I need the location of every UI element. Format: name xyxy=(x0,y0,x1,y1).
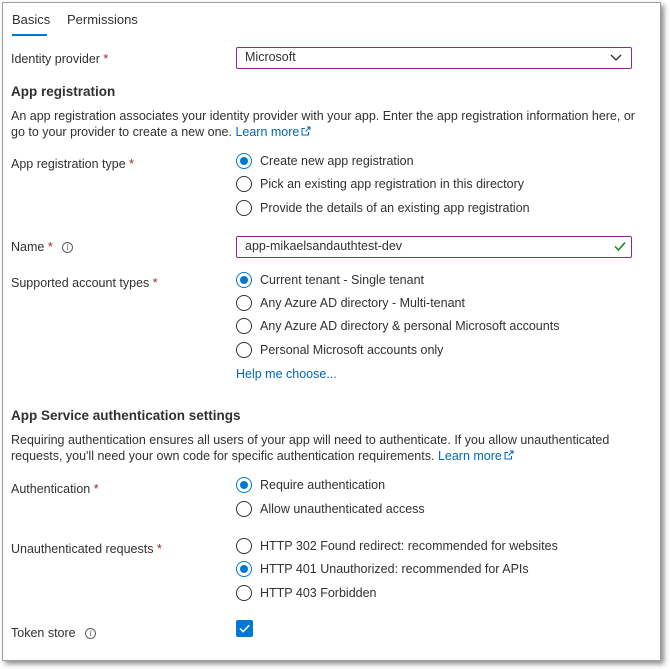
required-marker: * xyxy=(47,240,53,254)
tab-basics[interactable]: Basics xyxy=(12,12,51,27)
supported-account-types-label xyxy=(11,275,158,291)
radio-label: HTTP 401 Unauthorized: recommended for APIs xyxy=(260,562,529,576)
radio-label: HTTP 403 Forbidden xyxy=(260,586,377,600)
radio-button xyxy=(236,295,252,311)
supported-account-types-label-text: Supported account types xyxy=(11,276,150,290)
checkmark-icon xyxy=(613,239,627,258)
unauthenticated-requests-label-text: Unauthenticated requests xyxy=(11,542,154,556)
app-registration-type-label xyxy=(11,156,134,172)
info-icon[interactable]: i xyxy=(85,628,96,639)
tab-active-indicator xyxy=(12,34,47,36)
radio-button xyxy=(236,176,252,192)
external-link-icon xyxy=(502,449,514,463)
identity-provider-label-text: Identity provider xyxy=(11,52,100,66)
radio-label: HTTP 302 Found redirect: recommended for websites xyxy=(260,539,558,553)
learn-more-link[interactable] xyxy=(235,125,311,139)
learn-more-link-text: Learn more xyxy=(437,448,502,463)
name-input-value: app-mikaelsandauthtest-dev xyxy=(245,239,403,253)
authentication-label-text: Authentication xyxy=(11,482,91,496)
learn-more-link[interactable] xyxy=(438,449,514,463)
radio-label: Pick an existing app registration in this directory xyxy=(260,177,525,191)
required-marker: * xyxy=(156,542,162,556)
name-label xyxy=(11,239,73,255)
radio-button-selected xyxy=(236,153,252,169)
required-marker: * xyxy=(129,157,135,171)
radio-label: Any Azure AD directory - Multi-tenant xyxy=(260,296,465,310)
tab-permissions[interactable]: Permissions xyxy=(67,12,138,27)
radio-button-selected xyxy=(236,561,252,577)
radio-label: Create new app registration xyxy=(260,154,414,168)
app-registration-type-label-text: App registration type xyxy=(11,157,126,171)
required-marker: * xyxy=(93,482,99,496)
radio-button xyxy=(236,200,252,216)
authentication-label xyxy=(11,481,99,497)
radio-button-selected xyxy=(236,272,252,288)
checkmark-icon xyxy=(236,624,253,641)
required-marker: * xyxy=(103,52,109,66)
auth-settings-description-text: Requiring authentication ensures all users of your app will need to authenticate. If you allow unauthenticated requests, you'll need your own code for specific authentication requirements. xyxy=(11,433,610,463)
name-label-text: Name xyxy=(11,240,45,254)
auth-settings-description xyxy=(11,433,641,464)
name-input[interactable] xyxy=(236,236,632,258)
radio-button xyxy=(236,538,252,554)
required-marker: * xyxy=(152,276,158,290)
help-me-choose-link[interactable]: Help me choose... xyxy=(236,367,337,381)
identity-provider-dropdown[interactable] xyxy=(236,47,632,69)
app-registration-description-text: An app registration associates your identity provider with your app. Enter the app registration information here, or go to your provider to create a new one. xyxy=(11,109,635,139)
learn-more-link-text: Learn more xyxy=(235,124,300,139)
app-registration-description xyxy=(11,109,641,140)
identity-provider-label xyxy=(11,51,108,67)
identity-provider-value: Microsoft xyxy=(245,50,296,64)
auth-settings-heading: App Service authentication settings xyxy=(11,408,241,423)
token-store-label-text: Token store xyxy=(11,626,76,640)
token-store-label xyxy=(11,625,96,641)
radio-label: Current tenant - Single tenant xyxy=(260,273,424,287)
radio-button xyxy=(236,318,252,334)
radio-label: Any Azure AD directory & personal Microsoft accounts xyxy=(260,319,560,333)
token-store-checkbox[interactable] xyxy=(236,620,253,637)
radio-button xyxy=(236,501,252,517)
radio-label: Personal Microsoft accounts only xyxy=(260,343,444,357)
chevron-down-icon xyxy=(609,50,623,69)
external-link-icon xyxy=(299,125,311,139)
radio-button-selected xyxy=(236,477,252,493)
info-icon[interactable]: i xyxy=(62,242,73,253)
app-registration-heading: App registration xyxy=(11,84,116,99)
radio-label: Provide the details of an existing app registration xyxy=(260,201,530,215)
unauthenticated-requests-label xyxy=(11,541,162,557)
radio-label: Allow unauthenticated access xyxy=(260,502,425,516)
radio-button xyxy=(236,342,252,358)
radio-label: Require authentication xyxy=(260,478,386,492)
radio-button xyxy=(236,585,252,601)
